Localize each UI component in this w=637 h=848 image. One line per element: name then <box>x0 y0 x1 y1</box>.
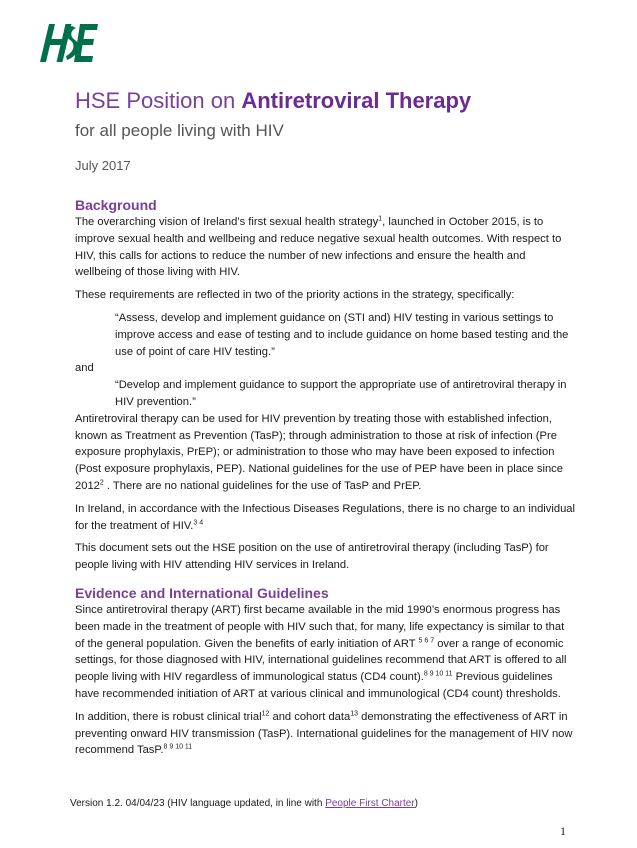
document-title: HSE Position on Antiretroviral Therapy <box>75 88 472 113</box>
title-highlight: Antiretroviral Therapy <box>241 88 472 113</box>
footnote-ref[interactable]: 8 9 10 11 <box>163 743 193 751</box>
logo-text: HSE <box>36 18 39 19</box>
section-heading-background: Background <box>75 197 157 213</box>
paragraph: This document sets out the HSE position on the use of antiretroviral therapy (including TasP) for people living with HIV attending HIV services in Ireland. <box>75 542 549 572</box>
quote: “Develop and implement guidance to support the appropriate use of antiretroviral therapy in HIV prevention.” <box>115 379 567 408</box>
people-first-charter-link[interactable]: People First Charter <box>325 798 415 809</box>
document-subtitle: for all people living with HIV <box>75 121 284 140</box>
quote: “Assess, develop and implement guidance on (STI and) HIV testing in various settings to improve access and ease of testing and to include guidance on home based testing and the use of point of care HIV testing.” <box>115 311 569 358</box>
paragraph: Antiretroviral therapy can be used for HIV prevention by treating those with established infection, known as Treatment as Prevention (TasP); through administration to those at risk of infection (Pre exposure prophylaxis, PrEP); or administration to those who may have been exposed to infection (Post exposure prophylaxis, PEP). National guidelines for the use of PEP have been in place since 2012$^2$ . There are no national guidelines for the use of TasP and PrEP. <box>75 412 563 492</box>
paragraph: In addition, there is robust clinical trial$^{12}$ and cohort data$^{13}$ demonstrating the effectiveness of ART in preventing onward HIV transmission (TasP). International guidelines for the management of HIV now recommend TasP.$^{8 9 10 11}$ <box>75 709 573 757</box>
footer-version: Version 1.2. 04/04/23 (HIV language updated, in line with People First Charter) <box>70 798 419 809</box>
footnote-ref[interactable]: 8 9 10 11 <box>423 670 453 678</box>
footnote-ref[interactable]: 1 <box>378 215 383 223</box>
paragraph: These requirements are reflected in two of the priority actions in the strategy, specifically: <box>75 289 515 302</box>
footnote-ref[interactable]: 13 <box>350 709 359 717</box>
document-date: July 2017 <box>75 158 131 173</box>
paragraph: Since antiretroviral therapy (ART) first became available in the mid 1990’s enormous progress has been made in the treatment of people with HIV such that, for many, life expectancy is similar to that of the general population. Given the benefits of early initiation of ART $^{5 6 7}$ over a range of economic settings, for those diagnosed with HIV, international guidelines recommend that ART is offered to all people living with HIV regardless of immunological status (CD4 count).$^{8 9 10 11}$ Previous guidelines have recommended initiation of ART at various clinical and immunological (CD4 count) thresholds. <box>75 603 567 700</box>
footnote-ref[interactable]: 12 <box>261 709 270 717</box>
footnote-ref[interactable]: 2 <box>99 479 104 487</box>
footnote-ref[interactable]: 5 6 7 <box>418 636 435 644</box>
paragraph: In Ireland, in accordance with the Infectious Diseases Regulations, there is no charge to an individual for the treatment of HIV.$^{3 4}$ <box>75 502 576 532</box>
document-body <box>75 196 575 765</box>
paragraph: The overarching vision of Ireland’s first sexual health strategy$^1$, launched in October 2015, is to improve sexual health and wellbeing and reduce negative sexual health outcomes. With respect to HIV, this calls for actions to reduce the number of new infections and ensure the health and wellbeing of those living with HIV. <box>75 215 562 279</box>
conjunction: and <box>75 362 94 375</box>
page-number: 1 <box>560 824 566 838</box>
footnote-ref[interactable]: 3 4 <box>193 518 204 526</box>
hse-logo <box>36 18 102 68</box>
section-heading-evidence: Evidence and International Guidelines <box>75 584 329 601</box>
